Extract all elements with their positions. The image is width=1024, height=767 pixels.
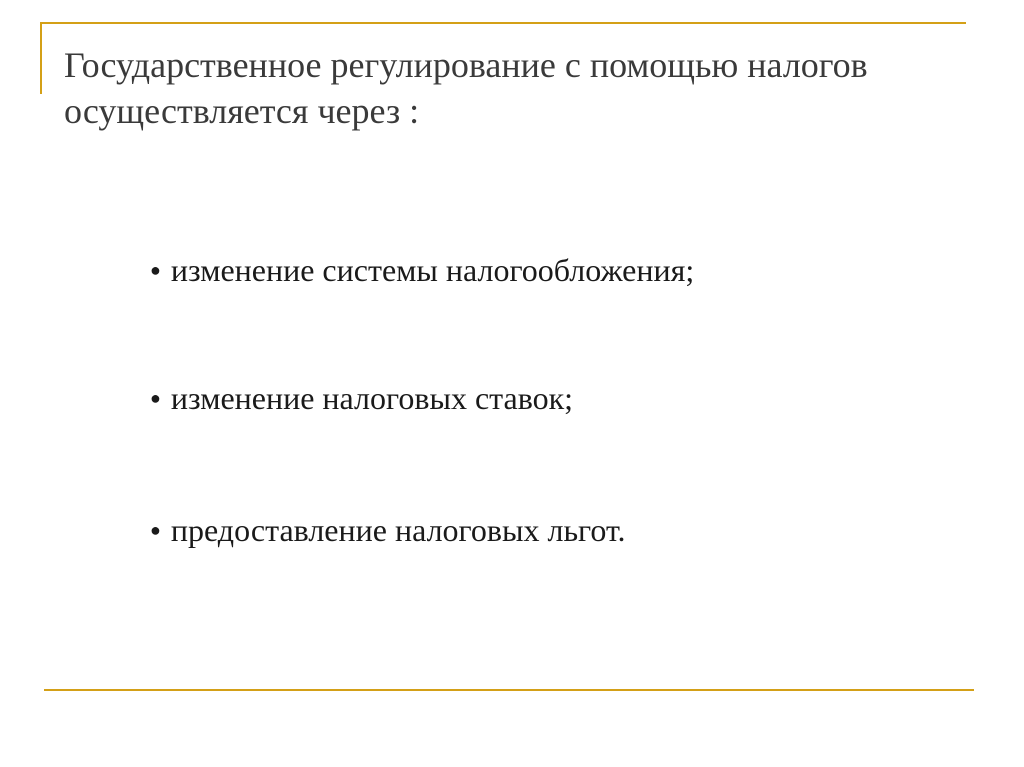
bullet-icon: ● bbox=[150, 260, 161, 280]
list-item-text: изменение налоговых ставок; bbox=[170, 380, 574, 416]
slide-title: Государственное регулирование с помощью налогов осуществляется через : bbox=[64, 45, 868, 131]
list-item-text: предоставление налоговых льгот. bbox=[170, 512, 626, 548]
bullet-icon: ● bbox=[150, 388, 161, 408]
list-item bbox=[150, 250, 694, 290]
bottom-divider-line bbox=[44, 689, 974, 691]
list-item bbox=[150, 378, 573, 418]
list-item-text: изменение системы налогообложения; bbox=[170, 252, 695, 288]
bullet-icon: ● bbox=[150, 520, 161, 540]
top-divider-line bbox=[40, 22, 966, 24]
list-item bbox=[150, 510, 626, 550]
left-accent-line bbox=[40, 22, 42, 94]
